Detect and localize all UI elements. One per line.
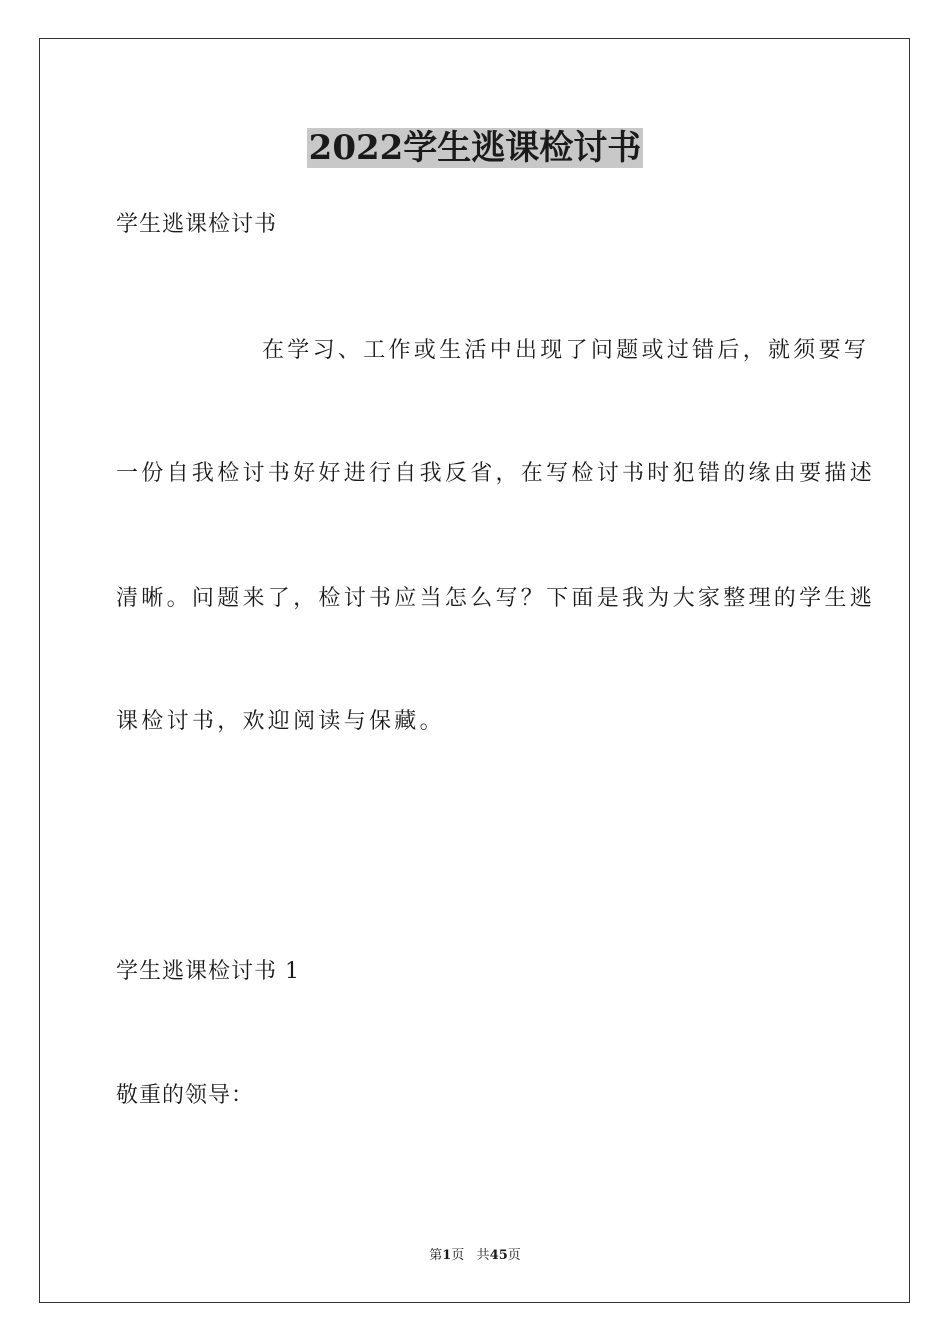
- intro-line-4: 课检讨书，欢迎阅读与保藏。: [116, 709, 445, 734]
- page-footer: [0, 1247, 950, 1265]
- document-title-text: 2022学生逃课检讨书: [308, 128, 642, 168]
- footer-prefix: 第: [429, 1248, 443, 1263]
- footer-total-pages: 45: [489, 1248, 508, 1263]
- intro-line-2: 一份自我检讨书好好进行自我反省，在写检讨书时犯错的缘由要描述: [116, 461, 876, 486]
- document-subtitle: 学生逃课检讨书: [116, 212, 278, 237]
- intro-line-3: 清晰。问题来了，检讨书应当怎么写？下面是我为大家整理的学生逃: [116, 586, 876, 611]
- footer-page-number: 1: [442, 1248, 452, 1263]
- footer-page-suffix: 页: [451, 1248, 465, 1263]
- document-title: [0, 124, 950, 172]
- footer-total-suffix: 页: [507, 1248, 521, 1263]
- intro-line-1: 在学习、工作或生活中出现了问题或过错后，就须要写: [262, 338, 870, 363]
- salutation: 敬重的领导：: [116, 1083, 255, 1108]
- section-heading: 学生逃课检讨书 1: [116, 959, 300, 984]
- footer-total-prefix: 共: [476, 1248, 490, 1263]
